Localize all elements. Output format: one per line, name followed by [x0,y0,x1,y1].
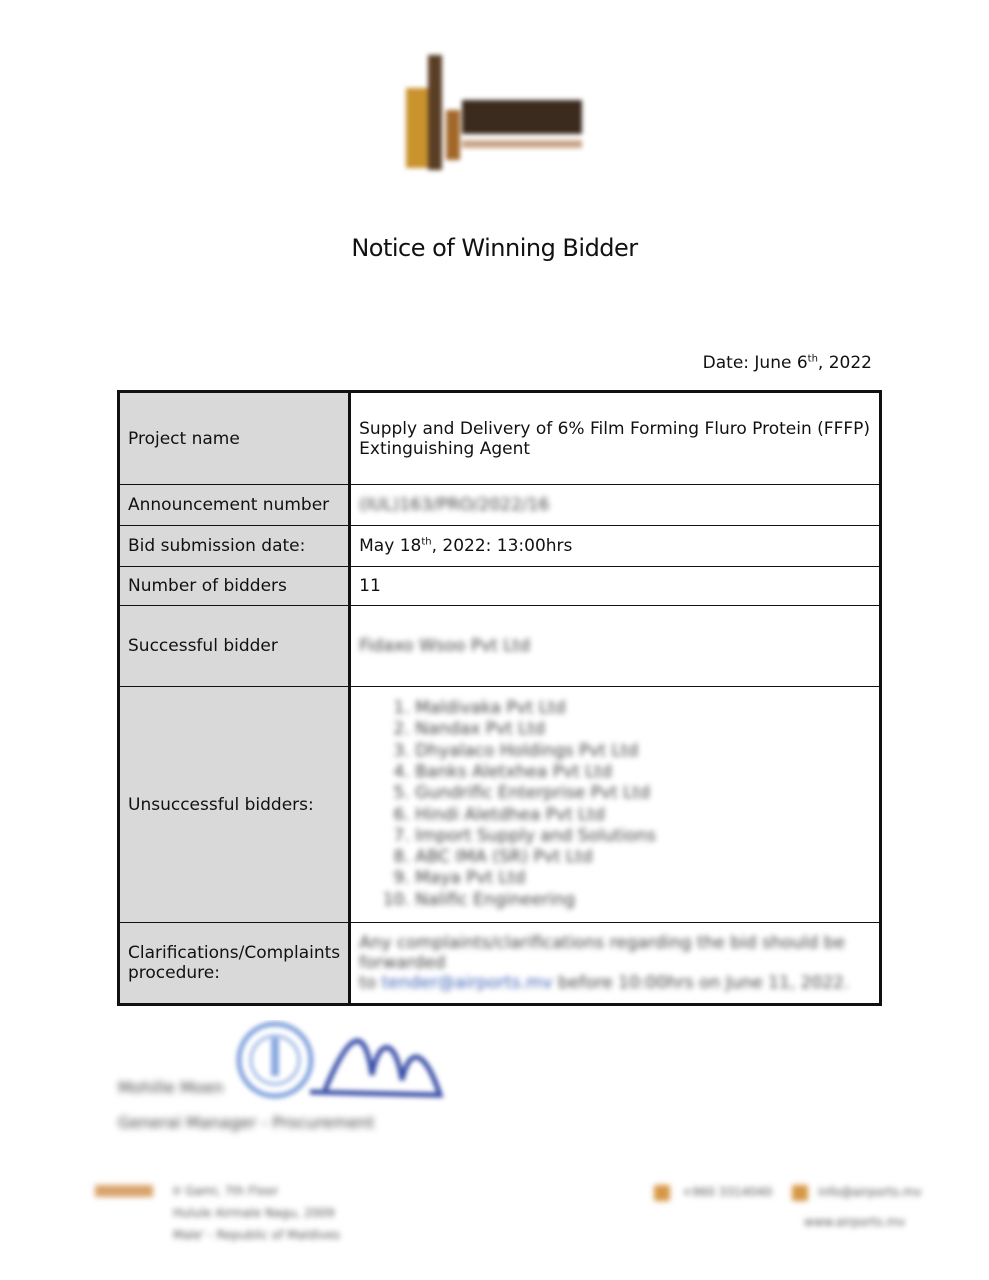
list-item: 10. Nalific Engineering [415,890,871,911]
footer-brand-logo [95,1185,153,1197]
footer-website[interactable]: www.airports.mv [804,1215,906,1229]
footer-email[interactable]: info@airports.mv [818,1185,922,1199]
bid-submission-date-row [119,526,881,567]
number-of-bidders-label: Number of bidders [119,567,350,606]
list-item: 5. Gundrific Enterprise Pvt Ltd [415,783,871,804]
announcement-number-row [119,485,881,526]
bid-submission-date-value: May 18th, 2022: 13:00hrs [350,526,881,567]
bid-submission-date-label: Bid submission date: [119,526,350,567]
email-icon [792,1185,808,1201]
number-of-bidders-value: 11 [350,567,881,606]
notice-table [117,390,882,1006]
list-item: 1. Maldivaka Pvt Ltd [415,698,871,719]
unsuccessful-bidders-label: Unsuccessful bidders: [119,687,350,923]
list-item: 3. Dhyalaco Holdings Pvt Ltd [415,741,871,762]
footer-phone: +960 3314040 [682,1185,773,1199]
project-name-row [119,392,881,485]
clarifications-row [119,923,881,1005]
announcement-number-label: Announcement number [119,485,350,526]
complaints-email-link[interactable]: tender@airports.mv [381,973,553,993]
list-item: 6. Hindi Aletdhea Pvt Ltd [415,805,871,826]
list-item: 2. Nandax Pvt Ltd [415,719,871,740]
unsuccessful-bidders-value [350,687,881,923]
clarifications-label: Clarifications/Complaints procedure: [119,923,350,1005]
project-name-value: Supply and Delivery of 6% Film Forming Fluro Protein (FFFP) Extinguishing Agent [350,392,881,485]
clarifications-value: Any complaints/clarifications regarding the bid should be forwarded to tender@airports.mv before 10:00hrs on June 11, 2022. [350,923,881,1005]
successful-bidder-row [119,606,881,687]
company-logo [398,50,598,175]
project-name-label: Project name [119,392,350,485]
successful-bidder-value: Fidaxo Wsoo Pvt Ltd [350,606,881,687]
announcement-number-value: (IUL)163/PRO/2022/16 [350,485,881,526]
signatory-name: Mohille Moen [118,1078,224,1097]
unsuccessful-bidders-row [119,687,881,923]
phone-icon [654,1185,670,1201]
page-title: Notice of Winning Bidder [351,234,638,262]
notice-date: Date: June 6th, 2022 [702,353,872,373]
list-item: 9. Maya Pvt Ltd [415,868,871,889]
list-item: 7. Import Supply and Solutions [415,826,871,847]
list-item: 8. ABC IMA (SR) Pvt Ltd [415,847,871,868]
unsuccessful-bidders-list [359,698,871,911]
successful-bidder-label: Successful bidder [119,606,350,687]
signatory-role: General Manager - Procurement [118,1113,375,1132]
list-item: 4. Banks Aletxhea Pvt Ltd [415,762,871,783]
number-of-bidders-row [119,567,881,606]
